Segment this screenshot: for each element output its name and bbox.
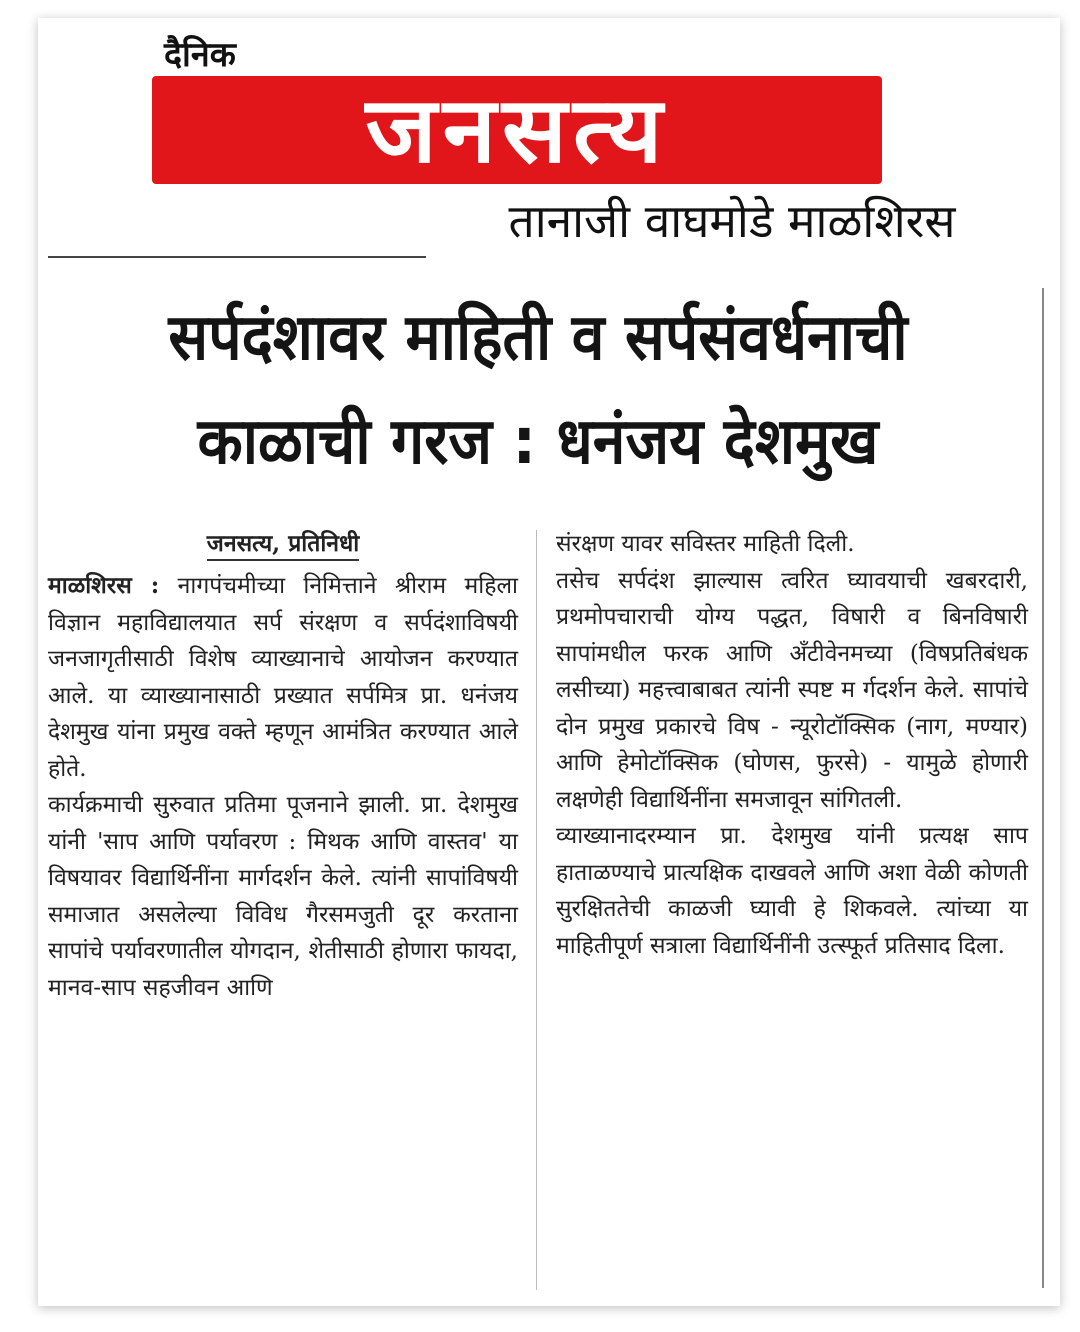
article-column-left bbox=[48, 526, 518, 1006]
paragraph-text: नागपंचमीच्या निमित्ताने श्रीराम महिला विज्ञान महाविद्यालयात सर्प संरक्षण व सर्पदंशाविषयी जनजागृतीसाठी विशेष व्याख्यानाचे आयोजन करण्यात आले. या व्याख्यानासाठी प्रख्यात सर्पमित्र प्रा. धनंजय देशमुख यांना प्रमुख वक्ते म्हणून आमंत्रित करण्यात आले होते. bbox=[48, 573, 518, 782]
article-paragraph: व्याख्यानादरम्यान प्रा. देशमुख यांनी प्रत्यक्ष साप हाताळण्याचे प्रात्यक्षिक दाखवले आणि अशा वेळी कोणती सुरक्षिततेची काळजी घ्यावी हे शिकवले. त्यांच्या या माहितीपूर्ण सत्राला विद्यार्थिनींनी उत्स्फूर्त प्रतिसाद दिला. bbox=[556, 823, 1028, 959]
newspaper-logo bbox=[152, 76, 882, 184]
article-paragraph bbox=[48, 568, 518, 787]
dateline: माळशिरस : bbox=[48, 572, 160, 599]
credit-text: जनसत्य, प्रतिनिधी bbox=[207, 530, 359, 561]
article-column-right bbox=[556, 526, 1028, 964]
headline-line-1: सर्पदंशावर माहिती व सर्पसंवर्धनाची bbox=[168, 301, 908, 375]
reporter-byline bbox=[422, 184, 1042, 256]
byline-text: तानाजी वाघमोडे माळशिरस bbox=[508, 194, 956, 248]
divider-rule bbox=[48, 256, 426, 258]
newspaper-clipping bbox=[38, 18, 1060, 1306]
article-credit bbox=[48, 526, 518, 562]
column-divider bbox=[536, 530, 537, 1290]
masthead-daily-label: दैनिक bbox=[164, 35, 236, 75]
article-paragraph: तसेच सर्पदंश झाल्यास त्वरित घ्यावयाची खबरदारी, प्रथमोपचाराची योग्य पद्धत, विषारी व बिनविषारी सापांमधील फरक आणि अँटीवेनमच्या (विषप्रतिबंधक लसीच्या) महत्त्वाबाबत त्यांनी स्पष्ट म र्गदर्शन केले. सापांचे दोन प्रमुख प्रकारचे विष - न्यूरोटॉक्सिक (नाग, मण्यार) आणि हेमोटॉक्सिक (घोणस, फुरसे) - यामुळे होणारी लक्षणेही विद्यार्थिनींना समजावून सांगितली. bbox=[556, 567, 1028, 813]
article-paragraph: कार्यक्रमाची सुरुवात प्रतिमा पूजनाने झाली. प्रा. देशमुख यांनी 'साप आणि पर्यावरण : मिथक आणि वास्तव' या विषयावर विद्यार्थिनींना मार्गदर्शन केले. त्यांनी सापांविषयी समाजात असलेल्या विविध गैरसमजुती दूर करताना सापांचे पर्यावरणातील योगदान, शेतीसाठी होणारा फायदा, मानव-साप सहजीवन आणि bbox=[48, 792, 518, 1001]
article-paragraph: संरक्षण यावर सविस्तर माहिती दिली. bbox=[556, 531, 855, 557]
article-headline bbox=[38, 286, 1038, 494]
headline-line-2: काळाची गरज : धनंजय देशमुख bbox=[197, 405, 879, 479]
logo-text: जनसत्य bbox=[365, 76, 669, 184]
column-border bbox=[1042, 288, 1044, 1288]
